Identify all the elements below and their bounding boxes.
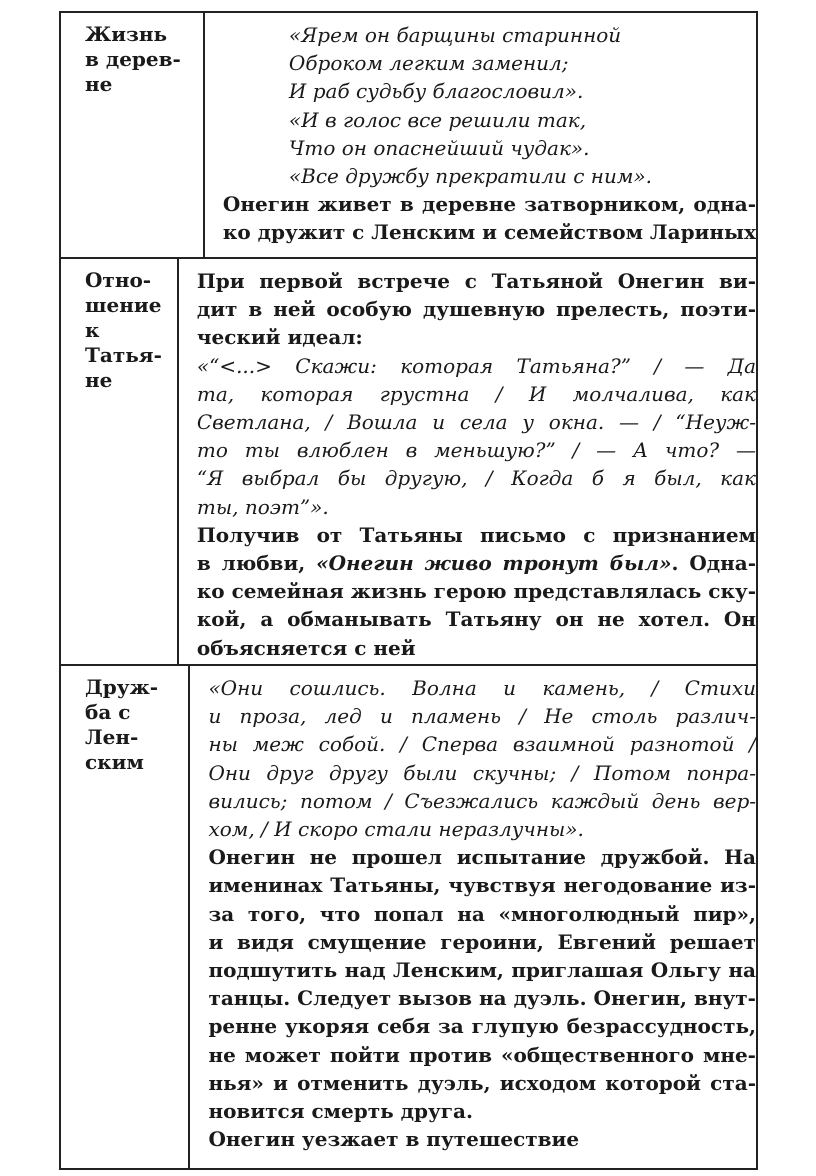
text-line: ренне укоряя себя за глупую безрассудность, — [208, 1014, 756, 1039]
topic-line: Жизнь — [85, 22, 168, 46]
topic-cell — [61, 666, 190, 1168]
description-cell — [179, 259, 756, 664]
quote-line: ты, поэт”». — [196, 494, 329, 519]
text-line: ко дружит с Ленским и семейством Лариных — [222, 220, 756, 245]
description-text — [223, 190, 756, 246]
text-line: ческий идеал: — [196, 325, 363, 350]
text-fragment: в любви, — [196, 551, 317, 576]
text-line: именинах Татьяны, чувствуя негодование из- — [208, 873, 756, 898]
topic-line: ба с Лен- — [85, 700, 139, 749]
poem-quote — [223, 21, 756, 190]
quote-line: Они друг другу были скучны; / Потом понра- — [208, 760, 756, 785]
text-line: Получив от Татьяны письмо с признанием — [196, 522, 756, 547]
quote-line: “Я выбрал бы другую, / Когда б я был, как — [196, 466, 756, 491]
poem-line: «И в голос все решили так, — [288, 107, 587, 132]
text-line: нья» и отменить дуэль, исходом которой ста- — [208, 1070, 756, 1095]
text-line: При первой встрече с Татьяной Онегин ви- — [196, 269, 756, 293]
description-cell — [190, 666, 756, 1168]
text-line: ко семейная жизнь герою представлялась ску- — [196, 579, 756, 604]
quote-line: хом, / И скоро стали неразлучны». — [208, 817, 584, 842]
text-line: танцы. Следует вызов на дуэль. Онегин, внут- — [208, 986, 756, 1011]
dialogue-quote — [197, 352, 756, 521]
quote-line: и проза, лед и пламень / Не столь различ- — [208, 704, 756, 729]
text-line: новится смерть друга. — [208, 1099, 473, 1124]
topic-line: не — [85, 368, 113, 392]
table-row — [61, 13, 756, 257]
poem-line: «Ярем он барщины старинной — [288, 23, 622, 47]
text-line: Онегин не прошел испытание дружбой. На — [208, 845, 756, 870]
topic-line: не — [85, 72, 113, 96]
topic-cell — [61, 13, 205, 257]
quote-line: вились; потом / Съезжались каждый день вер- — [208, 788, 756, 813]
text-fragment: . Одна- — [671, 551, 756, 576]
description-text — [208, 843, 756, 1153]
description-intro — [197, 267, 756, 352]
text-line: подшутить над Ленским, приглашая Ольгу на — [208, 958, 756, 983]
quote-line: то ты влюблен в меньшую?” / — А что? — — [196, 438, 756, 463]
text-line: за того, что попал на «многолюдный пир», — [208, 901, 756, 926]
quote-line: та, которая грустна / И молчалива, как — [196, 381, 756, 406]
quote-line: «Они сошлись. Волна и камень, / Стихи — [208, 676, 756, 700]
table-row — [61, 257, 756, 664]
poem-quote — [208, 674, 756, 843]
topic-line: Друж- — [85, 675, 159, 699]
topic-line: в дерев- — [85, 47, 181, 71]
poem-line: И раб судьбу благословил». — [288, 79, 584, 104]
text-line: Онегин живет в деревне затворником, одна- — [222, 192, 756, 217]
topic-line: шение — [85, 293, 162, 317]
quote-line: ны меж собой. / Сперва взаимной разнотой / — [208, 732, 756, 757]
text-line: и видя смущение героини, Евгений решает — [208, 929, 756, 954]
poem-line: Оброком легким заменил; — [288, 51, 569, 76]
description-cell — [205, 13, 756, 257]
text-line: не может пойти против «общественного мне- — [208, 1042, 756, 1067]
text-line: объясняется с ней — [196, 635, 416, 660]
text-line-final: Онегин уезжает в путешествие — [208, 1127, 580, 1152]
text-line-mixed — [197, 549, 756, 577]
quote-line: «“<...> Скажи: которая Татьяна?” / — Да — [196, 353, 756, 378]
topic-line: ским — [85, 750, 144, 774]
poem-line: «Все дружбу прекратили с ним». — [288, 164, 653, 189]
characteristics-table — [59, 11, 758, 1170]
inline-quote: «Онегин живо тронут был» — [316, 551, 672, 576]
topic-line: Отно- — [85, 268, 152, 292]
poem-line: Что он опаснейший чудак». — [288, 135, 590, 160]
topic-cell — [61, 259, 179, 664]
table-row — [61, 664, 756, 1168]
description-text — [197, 521, 756, 662]
quote-line: Светлана, / Вошла и села у окна. — / “Неуж- — [196, 410, 756, 435]
text-line: кой, а обманывать Татьяну он не хотел. Он — [196, 607, 756, 632]
topic-line: к Татья- — [85, 318, 162, 367]
text-line: дит в ней особую душевную прелесть, поэти- — [196, 297, 756, 322]
